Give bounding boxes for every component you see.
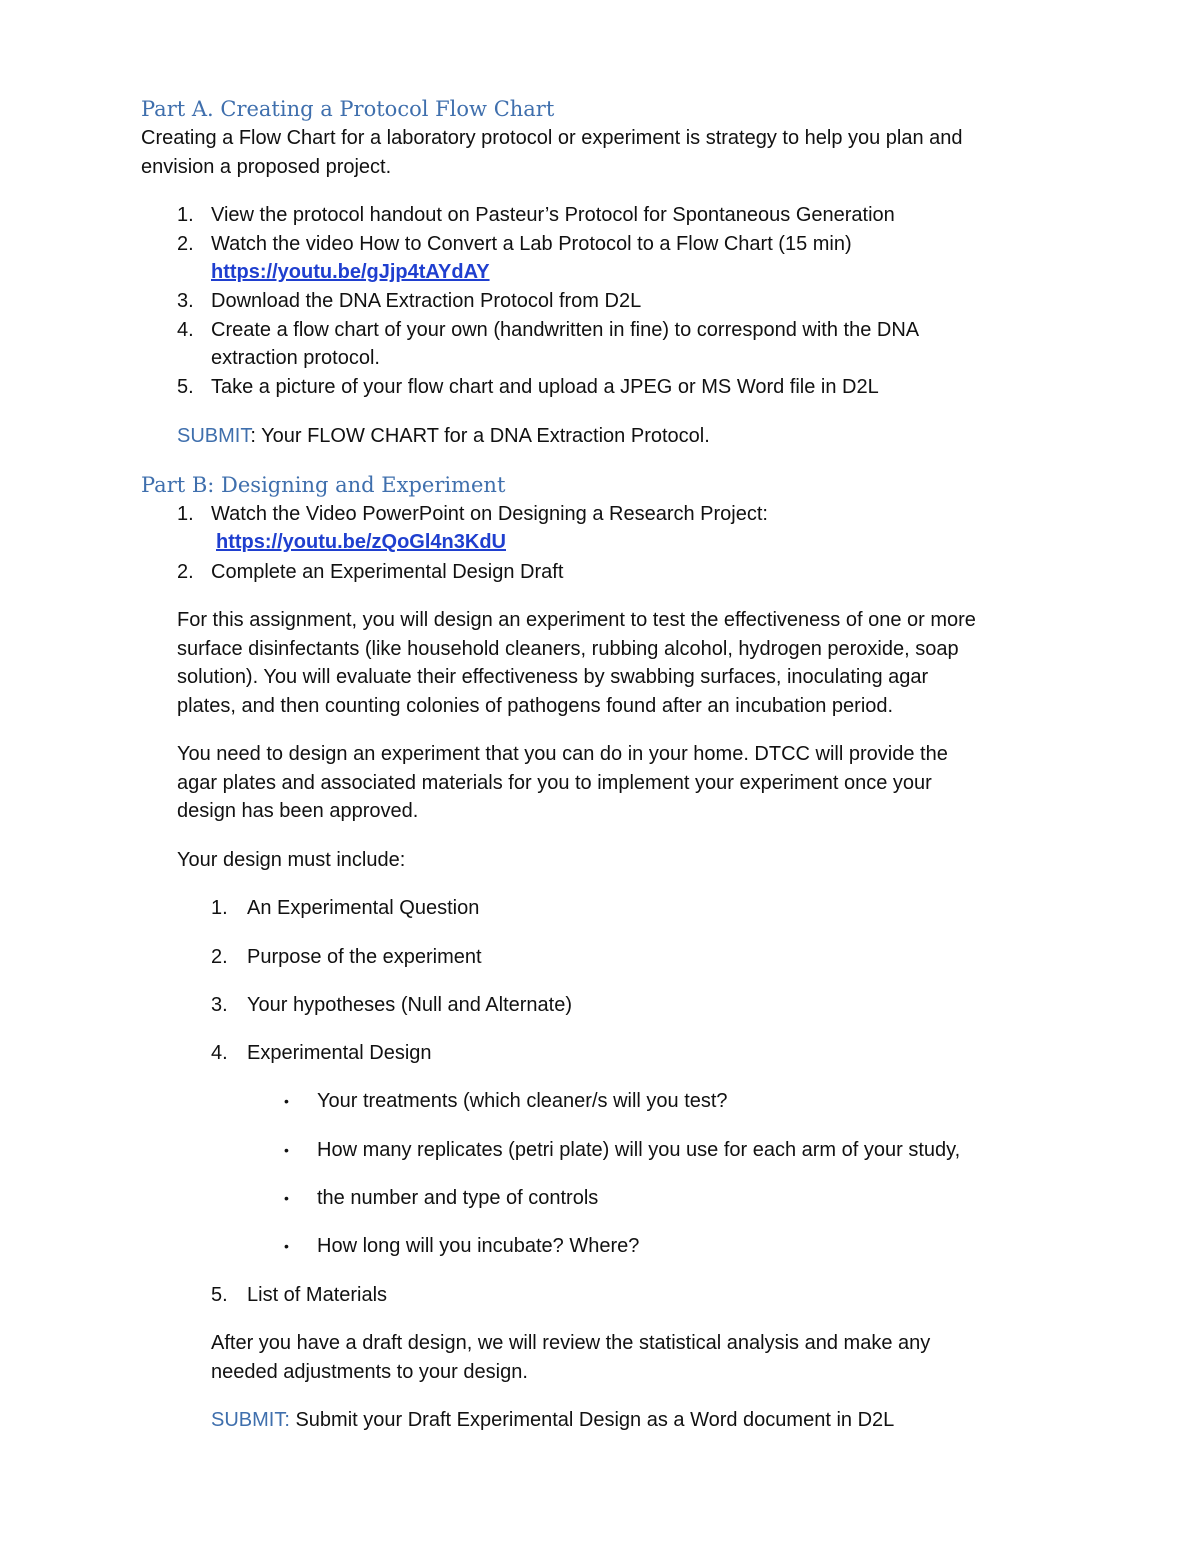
design-item-2: Purpose of the experiment (247, 946, 482, 968)
part-a-step-5-number: 5. (177, 376, 194, 398)
part-a-intro-line-1: Creating a Flow Chart for a laboratory protocol or experiment is strategy to help you plan and (141, 127, 963, 149)
assignment-para-line-2: surface disinfectants (like household cleaners, rubbing alcohol, hydrogen peroxide, soap (177, 638, 959, 660)
part-a-step-1: View the protocol handout on Pasteur’s Protocol for Spontaneous Generation (211, 204, 895, 226)
design-item-1: An Experimental Question (247, 897, 480, 919)
after-para-line-2: needed adjustments to your design. (211, 1361, 528, 1383)
design-item-3: Your hypotheses (Null and Alternate) (247, 994, 573, 1016)
part-b-submit (211, 1406, 894, 1435)
submit-text: Submit your Draft Experimental Design as a Word document in D2L (289, 1409, 895, 1431)
part-a-heading: Part A. Creating a Protocol Flow Chart (141, 97, 555, 121)
bullet-icon: • (284, 1190, 289, 1206)
part-a-step-4-number: 4. (177, 319, 194, 341)
design-item-1-number: 1. (211, 897, 228, 919)
bullet-icon: • (284, 1238, 289, 1254)
part-a-step-2-link-line (211, 258, 490, 287)
design-item-4-number: 4. (211, 1042, 228, 1064)
design-item-4: Experimental Design (247, 1042, 432, 1064)
design-bullet-1: Your treatments (which cleaner/s will you test? (317, 1090, 728, 1112)
design-bullet-3: the number and type of controls (317, 1187, 599, 1209)
flow-chart-video-link[interactable]: https://youtu.be/gJjp4tAYdAY (211, 261, 490, 283)
part-b-step-1-number: 1. (177, 503, 194, 525)
design-bullet-4: How long will you incubate? Where? (317, 1235, 640, 1257)
home-para-line-3: design has been approved. (177, 800, 419, 822)
design-item-5-number: 5. (211, 1284, 228, 1306)
design-item-2-number: 2. (211, 946, 228, 968)
assignment-para-line-3: solution). You will evaluate their effectiveness by swabbing surfaces, inoculating agar (177, 666, 929, 688)
part-a-step-3: Download the DNA Extraction Protocol from D2L (211, 290, 642, 312)
part-a-intro-line-2: envision a proposed project. (141, 156, 392, 178)
part-b-heading: Part B: Designing and Experiment (141, 473, 506, 497)
research-project-video-link[interactable]: https://youtu.be/zQoGl4n3KdU (216, 531, 506, 553)
home-para-line-1: You need to design an experiment that you can do in your home. DTCC will provide the (177, 743, 948, 765)
part-b-step-2-number: 2. (177, 561, 194, 583)
part-a-submit (177, 422, 710, 451)
part-a-step-4-cont: extraction protocol. (211, 347, 380, 369)
submit-text: : Your FLOW CHART for a DNA Extraction Protocol. (250, 425, 710, 447)
home-para-line-2: agar plates and associated materials for you to implement your experiment once your (177, 772, 932, 794)
part-b-step-2: Complete an Experimental Design Draft (211, 561, 564, 583)
design-item-3-number: 3. (211, 994, 228, 1016)
assignment-para-line-4: plates, and then counting colonies of pathogens found after an incubation period. (177, 695, 894, 717)
part-a-step-1-number: 1. (177, 204, 194, 226)
design-bullet-2: How many replicates (petri plate) will you use for each arm of your study, (317, 1139, 961, 1161)
assignment-para-line-1: For this assignment, you will design an experiment to test the effectiveness of one or more (177, 609, 976, 631)
part-a-step-2: Watch the video How to Convert a Lab Protocol to a Flow Chart (15 min) (211, 233, 852, 255)
part-a-step-4: Create a flow chart of your own (handwritten in fine) to correspond with the DNA (211, 319, 920, 341)
part-b-step-1-link-line (216, 528, 506, 557)
part-a-step-3-number: 3. (177, 290, 194, 312)
submit-label: SUBMIT: (211, 1409, 290, 1431)
part-a-step-5: Take a picture of your flow chart and upload a JPEG or MS Word file in D2L (211, 376, 879, 398)
part-a-step-2-number: 2. (177, 233, 194, 255)
part-b-step-1: Watch the Video PowerPoint on Designing a Research Project: (211, 503, 768, 525)
design-intro: Your design must include: (177, 849, 406, 871)
bullet-icon: • (284, 1142, 289, 1158)
design-item-5: List of Materials (247, 1284, 388, 1306)
bullet-icon: • (284, 1093, 289, 1109)
after-para-line-1: After you have a draft design, we will review the statistical analysis and make any (211, 1332, 931, 1354)
submit-label: SUBMIT (177, 425, 251, 447)
